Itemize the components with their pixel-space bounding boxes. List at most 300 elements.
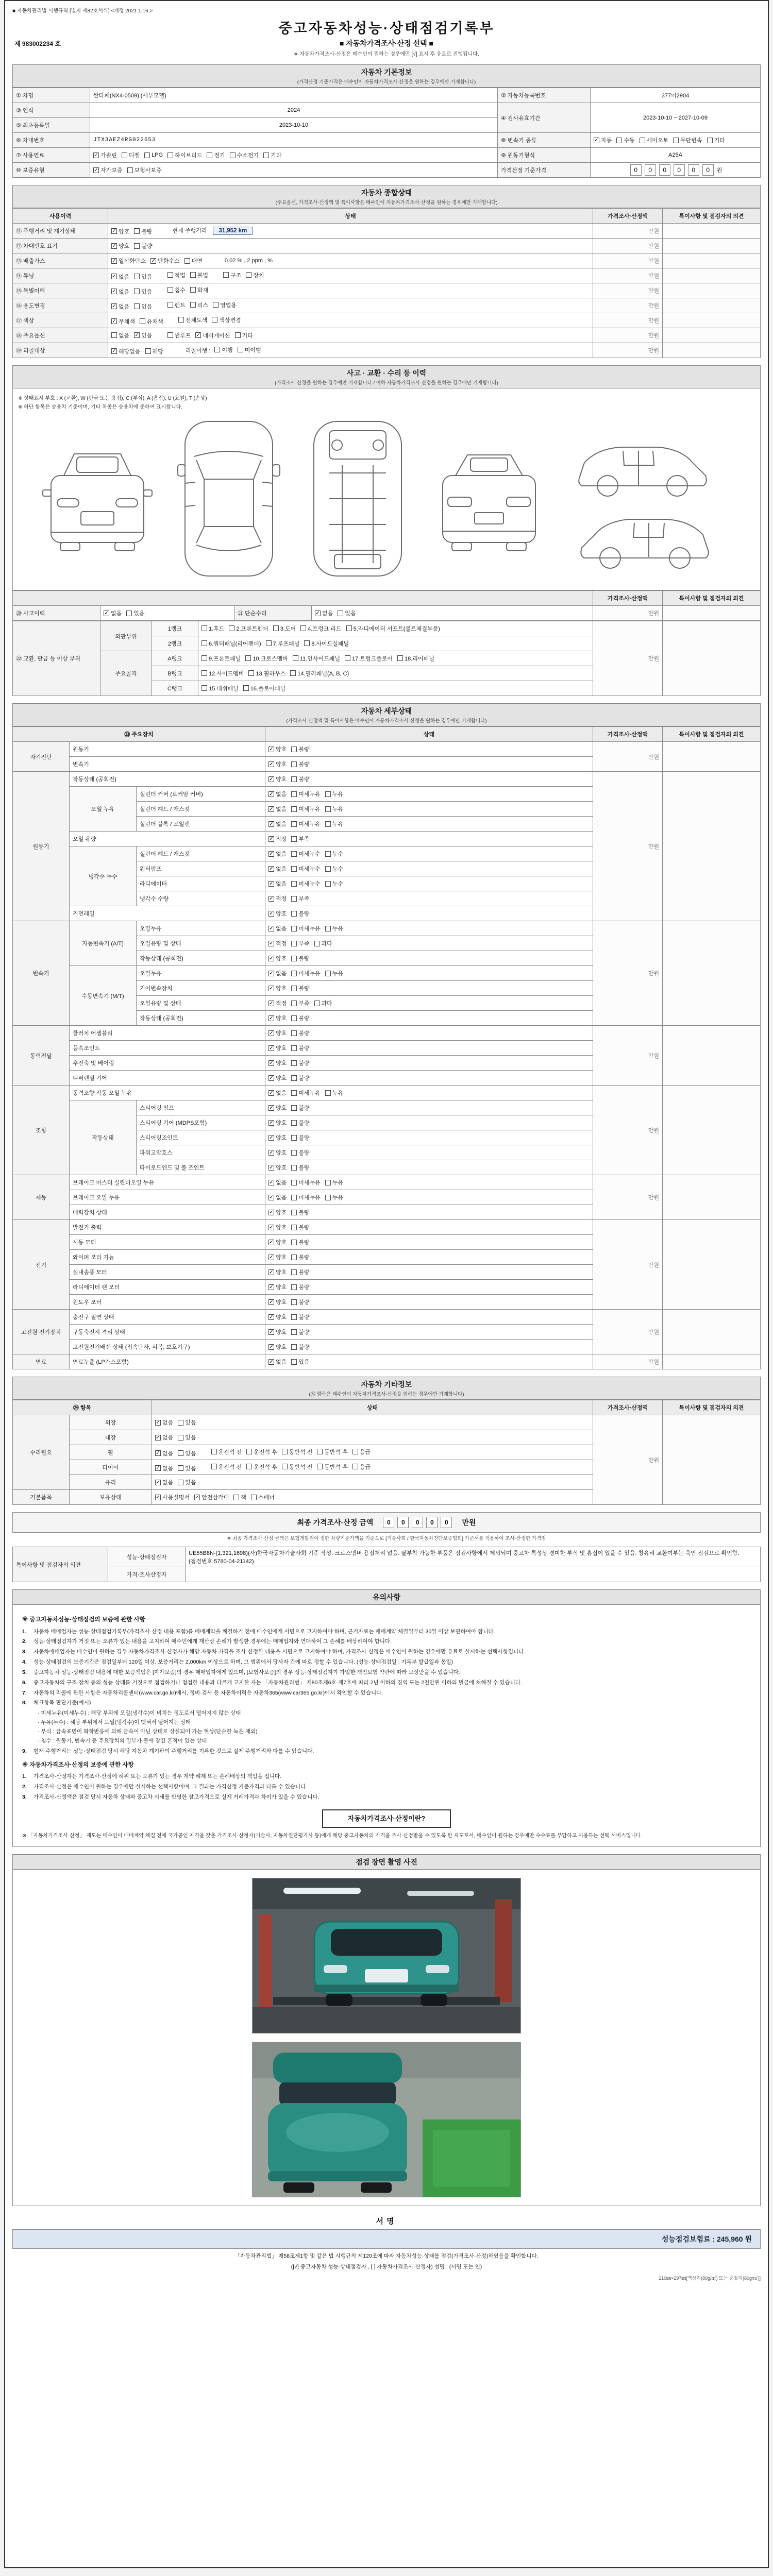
checkbox-동반석 후[interactable] (317, 1463, 348, 1471)
checkbox-있음[interactable] (134, 287, 152, 296)
checkbox-label: 유채색 (146, 318, 163, 325)
checkbox-label: 매연 (191, 258, 203, 264)
checkbox-누유[interactable] (325, 1178, 343, 1187)
etc-info-table (12, 1400, 761, 1505)
checkbox-구조[interactable] (223, 271, 241, 279)
checkbox-불량[interactable] (291, 1059, 309, 1067)
checkbox-label: 무채색 (119, 318, 135, 325)
checkbox-4.트렁크 리드[interactable] (300, 624, 341, 633)
checkbox-불량[interactable] (291, 1343, 309, 1351)
checkbox-없음[interactable] (155, 1464, 173, 1472)
checkbox-누수[interactable] (325, 865, 343, 873)
checkbox-불량[interactable] (291, 1074, 309, 1082)
checkbox-누유[interactable] (325, 969, 343, 977)
checkbox-미세누유[interactable] (291, 1193, 321, 1201)
checkbox-응급[interactable] (352, 1448, 371, 1456)
section-accident-header (12, 365, 761, 388)
checkbox-양호[interactable] (268, 984, 287, 992)
cell (265, 1130, 593, 1145)
checkbox-누수[interactable] (325, 879, 343, 888)
checkbox-없음[interactable] (155, 1449, 173, 1458)
unchecked-box-icon (317, 1449, 323, 1454)
cell (265, 742, 593, 757)
checkbox-불량[interactable] (134, 242, 152, 250)
checkbox-운전석 후[interactable] (246, 1448, 277, 1456)
checkbox-불량[interactable] (291, 909, 309, 918)
checkbox-10.크로스멤버[interactable] (245, 654, 288, 663)
cell-text: 특이사항 및 점검자의 의견 (679, 213, 744, 219)
checkbox-8.사이드실패널[interactable] (304, 639, 349, 648)
unchecked-box-icon (291, 747, 297, 752)
checkbox-양호[interactable] (268, 1328, 287, 1336)
unchecked-box-icon (201, 670, 207, 676)
cell-text: 가격조사·산정액 (607, 596, 648, 602)
checkbox-양호[interactable] (111, 227, 129, 235)
checkbox-없음[interactable] (268, 1358, 287, 1366)
cell (663, 1400, 761, 1415)
checkbox-양호[interactable] (268, 1343, 287, 1351)
unchecked-box-icon (211, 1464, 217, 1469)
checkbox-11.인사이드패널[interactable] (293, 654, 340, 663)
checkbox-부족[interactable] (291, 835, 309, 843)
checkbox-없음[interactable] (268, 805, 287, 813)
checked-box-icon: ✓ (269, 821, 274, 827)
checkbox-없음[interactable] (111, 331, 129, 340)
cell (593, 298, 663, 313)
checkbox-group (155, 1464, 201, 1472)
checkbox-수소전기[interactable] (230, 151, 259, 159)
checkbox-미세누유[interactable] (291, 805, 321, 813)
cell (663, 298, 761, 313)
checkbox-무채색[interactable] (111, 317, 135, 326)
checkbox-label: 10.크로스멤버 (253, 655, 288, 662)
checkbox-색상변경[interactable] (212, 316, 241, 324)
checkbox-불량[interactable] (291, 1268, 309, 1276)
unchecked-box-icon (346, 625, 352, 631)
checkbox-6.쿼터패널(리어펜더)[interactable] (201, 639, 261, 648)
checkbox-불량[interactable] (291, 984, 309, 992)
checkbox-잭[interactable] (233, 1493, 246, 1501)
checkbox-불량[interactable] (134, 227, 152, 235)
cell (265, 936, 593, 951)
cell-text: 만원 (648, 333, 659, 339)
cell (663, 1026, 761, 1086)
checkbox-양호[interactable] (268, 1268, 287, 1276)
unchecked-box-icon (640, 138, 645, 143)
checkbox-운전석 전[interactable] (211, 1463, 242, 1471)
section-photos-title: 점검 장면 촬영 사진 (356, 1857, 417, 1866)
checkbox-양호[interactable] (111, 242, 129, 250)
detail-condition-table (12, 726, 761, 1369)
checkbox-label: 화재 (197, 287, 209, 294)
checked-box-icon: ✓ (269, 1120, 274, 1126)
checkbox-없음[interactable] (155, 1478, 173, 1486)
cell-text: 보유상태 (99, 1495, 122, 1501)
checkbox-양호[interactable] (268, 954, 287, 962)
checkbox-매연[interactable] (184, 257, 203, 265)
checkbox-불량[interactable] (291, 1313, 309, 1321)
checkbox-없음[interactable] (268, 865, 287, 873)
checkbox-label: 양호 (276, 1060, 287, 1066)
checkbox-불량[interactable] (291, 745, 309, 753)
checkbox-있음[interactable] (126, 609, 144, 617)
checkbox-label: 불량 (298, 1329, 310, 1335)
checkbox-있음[interactable] (338, 609, 356, 617)
cell (13, 343, 108, 358)
checkbox-전체도색[interactable] (178, 316, 208, 324)
checkbox-불량[interactable] (291, 1029, 309, 1037)
checkbox-양호[interactable] (268, 1283, 287, 1291)
checkbox-동반석 후[interactable] (317, 1448, 348, 1456)
checkbox-있음[interactable] (178, 1449, 196, 1458)
checkbox-양호[interactable] (268, 1059, 287, 1067)
checkbox-불량[interactable] (291, 1044, 309, 1052)
section-overall-header (12, 185, 761, 208)
checked-box-icon: ✓ (156, 1494, 160, 1500)
unchecked-box-icon (291, 941, 297, 946)
checkbox-13.휠하우스[interactable] (248, 669, 285, 677)
checkbox-양호[interactable] (268, 1118, 287, 1127)
checkbox-group (111, 347, 168, 355)
checkbox-16.플로어패널[interactable] (243, 684, 285, 692)
checkbox-네비게이션[interactable] (195, 331, 230, 340)
checkbox-없음[interactable] (268, 820, 287, 828)
checkbox-없음[interactable] (268, 1089, 287, 1097)
checkbox-화재[interactable] (190, 286, 208, 294)
checkbox-있음[interactable] (178, 1464, 196, 1472)
checkbox-있음[interactable] (178, 1418, 196, 1427)
checked-box-icon: ✓ (594, 137, 599, 143)
cell-text: 내장 (105, 1435, 116, 1441)
checkbox-양호[interactable] (268, 1253, 287, 1261)
cell (265, 1175, 593, 1190)
checkbox-적정[interactable] (268, 835, 287, 843)
checkbox-사용설명서[interactable] (155, 1493, 190, 1501)
cell (137, 861, 265, 876)
checkbox-없음[interactable] (268, 969, 287, 977)
checkbox-label: 불량 (298, 1015, 310, 1022)
checkbox-없음[interactable] (268, 1193, 287, 1201)
checkbox-불법[interactable] (190, 271, 208, 279)
checkbox-양호[interactable] (268, 1014, 287, 1022)
checkbox-불량[interactable] (291, 1298, 309, 1306)
checkbox-디젤[interactable] (122, 151, 140, 159)
checkbox-부족[interactable] (291, 939, 309, 947)
checkbox-해당없음[interactable] (111, 347, 141, 355)
checkbox-label: 있음 (141, 303, 153, 310)
checkbox-없음[interactable] (111, 273, 129, 281)
checkbox-하이브리드[interactable] (167, 151, 202, 159)
checkbox-불량[interactable] (291, 1133, 309, 1142)
checkbox-label: 보험사보증 (134, 167, 162, 174)
checkbox-17.트렁크플로어[interactable] (345, 654, 393, 663)
checkbox-2.프론트펜더[interactable] (229, 624, 268, 633)
cell (70, 846, 137, 906)
checkbox-불량[interactable] (291, 954, 309, 962)
unchecked-box-icon (140, 318, 145, 324)
checkbox-7.루프패널[interactable] (266, 639, 300, 648)
checkbox-있음[interactable] (134, 302, 152, 311)
checkbox-과다[interactable] (314, 999, 332, 1007)
checkbox-불량[interactable] (291, 1148, 309, 1157)
checkbox-있음[interactable] (134, 273, 152, 281)
checkbox-없음[interactable] (268, 924, 287, 933)
cell-text: ⑩ 보증유형 (16, 167, 45, 174)
cell (265, 951, 593, 966)
checkbox-동반석 전[interactable] (282, 1448, 313, 1456)
checkbox-기타[interactable] (263, 151, 281, 159)
checkbox-수동[interactable] (616, 136, 634, 144)
checkbox-불량[interactable] (291, 1118, 309, 1127)
checkbox-이행[interactable] (214, 346, 232, 354)
checkbox-양호[interactable] (268, 1313, 287, 1321)
unchecked-box-icon (167, 302, 173, 308)
checkbox-과다[interactable] (314, 939, 332, 947)
section-basic-note: (가격산정 기준가격은 매수인이 자동차가격조사·산정을 원하는 경우에만 기재합니다) (297, 79, 476, 85)
checkbox-누유[interactable] (325, 1193, 343, 1201)
cell (90, 118, 498, 133)
checkbox-응급[interactable] (352, 1463, 371, 1471)
checkbox-불량[interactable] (291, 1283, 309, 1291)
checkbox-5.라디에이터 서포트(볼트체결부품)[interactable] (346, 624, 440, 633)
checkbox-미세누유[interactable] (291, 1089, 321, 1097)
checkbox-썬루프[interactable] (167, 331, 191, 340)
cell-text: ④ 검사유효기간 (501, 115, 541, 122)
final-amount-digits (381, 1517, 453, 1528)
checkbox-보험사보증[interactable] (127, 166, 162, 174)
price-survey-info-button[interactable]: 자동차가격조사·산정이란? (322, 1809, 451, 1828)
checkbox-양호[interactable] (268, 1133, 287, 1142)
unchecked-box-icon (300, 625, 306, 631)
checkbox-유채색[interactable] (140, 317, 163, 326)
unchecked-box-icon (290, 670, 296, 676)
checkbox-양호[interactable] (268, 1029, 287, 1037)
checkbox-양호[interactable] (268, 1223, 287, 1231)
checked-box-icon: ✓ (269, 880, 274, 887)
checkbox-label: 1.후드 (209, 625, 225, 632)
checkbox-없음[interactable] (104, 609, 122, 617)
checkbox-침수[interactable] (167, 286, 186, 294)
checkbox-label: 불법 (197, 272, 209, 279)
checkbox-기타[interactable] (707, 136, 725, 144)
checkbox-불량[interactable] (291, 1253, 309, 1261)
checkbox-기타[interactable] (235, 331, 253, 340)
unchecked-box-icon (111, 332, 117, 338)
checkbox-렌트[interactable] (167, 301, 186, 309)
accident-history-table (12, 590, 761, 621)
checkbox-운전석 후[interactable] (246, 1463, 277, 1471)
checkbox-3.도어[interactable] (273, 624, 296, 633)
checkbox-전기[interactable] (207, 151, 225, 159)
checkbox-label: 5.라디에이터 서포트(볼트체결부품) (353, 625, 440, 632)
checkbox-불량[interactable] (291, 1223, 309, 1231)
checkbox-운전석 전[interactable] (211, 1448, 242, 1456)
cell-text: B랭크 (167, 671, 182, 677)
checkbox-group (268, 1163, 314, 1172)
inspection-photo-rear (252, 1878, 521, 2033)
checkbox-양호[interactable] (268, 1044, 287, 1052)
checkbox-없음[interactable] (268, 879, 287, 888)
checkbox-누수[interactable] (325, 850, 343, 858)
checkbox-불량[interactable] (291, 1163, 309, 1172)
checkbox-9.프론트패널[interactable] (201, 654, 241, 663)
unchecked-box-icon (291, 881, 297, 887)
checkbox-없음[interactable] (268, 1178, 287, 1187)
section-photos-header (12, 1854, 761, 1870)
checkbox-없음[interactable] (315, 609, 333, 617)
checkbox-12.사이드멤버[interactable] (201, 669, 244, 677)
checkbox-있음[interactable] (134, 331, 152, 340)
checkbox-세미오토[interactable] (640, 136, 669, 144)
checkbox-미세누유[interactable] (291, 924, 321, 933)
checkbox-양호[interactable] (268, 1238, 287, 1246)
checkbox-있음[interactable] (178, 1433, 196, 1442)
checkbox-일산화탄소[interactable] (111, 257, 146, 265)
checkbox-누유[interactable] (325, 820, 343, 828)
cell (663, 1220, 761, 1310)
checkbox-label: 없음 (276, 866, 287, 872)
checkbox-없음[interactable] (155, 1418, 173, 1427)
cell (593, 1400, 663, 1415)
checkbox-불량[interactable] (291, 1014, 309, 1022)
unchecked-box-icon (126, 611, 132, 616)
unchecked-box-icon (178, 1450, 183, 1456)
checkbox-탄화수소[interactable] (150, 257, 180, 265)
checkbox-양호[interactable] (268, 1148, 287, 1157)
checkbox-15.대쉬패널[interactable] (201, 684, 239, 692)
checkbox-무단변속[interactable] (673, 136, 702, 144)
checkbox-미이행[interactable] (238, 346, 261, 354)
checkbox-누유[interactable] (325, 790, 343, 798)
checkbox-양호[interactable] (268, 745, 287, 753)
checkbox-미세누수[interactable] (291, 850, 321, 858)
cell-text: 만원 (648, 1329, 659, 1335)
cell (13, 268, 108, 283)
checkbox-label: 7.루프패널 (273, 640, 300, 647)
checkbox-미세누수[interactable] (291, 879, 321, 888)
checkbox-누유[interactable] (325, 805, 343, 813)
checkbox-미세누수[interactable] (291, 865, 321, 873)
checkbox-불량[interactable] (291, 1104, 309, 1112)
checkbox-없음[interactable] (268, 790, 287, 798)
checkbox-자가보증[interactable] (93, 166, 123, 174)
checkbox-양호[interactable] (268, 775, 287, 783)
checkbox-label: 없음 (276, 1195, 287, 1201)
checkbox-불량[interactable] (291, 760, 309, 768)
checkbox-group (155, 1418, 201, 1427)
checkbox-해당[interactable] (145, 347, 163, 355)
checkbox-미세누유[interactable] (291, 1178, 321, 1187)
checkbox-장치[interactable] (246, 271, 264, 279)
checkbox-미세누유[interactable] (291, 790, 321, 798)
checkbox-14.필러패널(A, B, C)[interactable] (290, 669, 349, 677)
checkbox-불량[interactable] (291, 1328, 309, 1336)
checkbox-18.리어패널[interactable] (397, 654, 434, 663)
table-row (13, 1547, 761, 1567)
checkbox-가솔린[interactable] (93, 151, 117, 159)
cell-text: 스티어링 기어 (MDPS포함) (140, 1120, 207, 1126)
checkbox-양호[interactable] (268, 1208, 287, 1216)
checkbox-미세누유[interactable] (291, 969, 321, 977)
checkbox-불량[interactable] (291, 1238, 309, 1246)
cell (70, 1190, 265, 1205)
cell-pre-text: 현재 주행거리 (172, 228, 207, 234)
checkbox-양호[interactable] (268, 1298, 287, 1306)
checkbox-스패너[interactable] (251, 1493, 275, 1501)
checkbox-리스[interactable] (190, 301, 208, 309)
checkbox-적정[interactable] (268, 894, 287, 903)
checkbox-label: 디젤 (128, 152, 140, 159)
checked-box-icon: ✓ (269, 1090, 274, 1096)
checkbox-적정[interactable] (268, 939, 287, 947)
checkbox-label: 양호 (276, 1329, 287, 1335)
checkbox-양호[interactable] (268, 1163, 287, 1172)
checkbox-group (111, 242, 157, 250)
checkbox-label: 양호 (119, 243, 130, 249)
checkbox-양호[interactable] (268, 1074, 287, 1082)
cell (13, 727, 265, 742)
checked-box-icon: ✓ (112, 258, 116, 264)
unchecked-box-icon (291, 1255, 297, 1260)
checkbox-부족[interactable] (291, 999, 309, 1007)
unchecked-box-icon (291, 791, 297, 797)
checkbox-없음[interactable] (155, 1433, 173, 1442)
checkbox-group (268, 1238, 314, 1246)
cell-text: 만원 (648, 228, 659, 234)
checkbox-적정[interactable] (268, 999, 287, 1007)
checkbox-적법[interactable] (167, 271, 186, 279)
cell (265, 1145, 593, 1160)
checkbox-영업용[interactable] (213, 301, 237, 309)
cell-text: 자동변속기 (A/T) (82, 941, 124, 947)
checkbox-불량[interactable] (291, 1208, 309, 1216)
cell (90, 103, 498, 118)
checked-box-icon: ✓ (269, 776, 274, 782)
checkbox-있음[interactable] (178, 1478, 196, 1486)
checkbox-없음[interactable] (268, 850, 287, 858)
checkbox-불량[interactable] (291, 775, 309, 783)
checkbox-group (111, 302, 157, 311)
unchecked-box-icon (178, 317, 184, 323)
cell (13, 606, 100, 621)
checkbox-동반석 전[interactable] (282, 1463, 313, 1471)
cell (70, 1325, 265, 1340)
checkbox-없음[interactable] (111, 287, 129, 296)
unchecked-box-icon (167, 272, 173, 278)
checkbox-부족[interactable] (291, 894, 309, 903)
checkbox-label: 없음 (276, 971, 287, 977)
cell (137, 1011, 265, 1026)
checkbox-양호[interactable] (268, 760, 287, 768)
checkbox-누유[interactable] (325, 924, 343, 933)
checkbox-안전삼각대[interactable] (194, 1493, 229, 1501)
checkbox-양호[interactable] (268, 909, 287, 918)
checkbox-1.후드[interactable] (201, 624, 224, 633)
checkbox-있음[interactable] (291, 1358, 309, 1366)
checkbox-양호[interactable] (268, 1104, 287, 1112)
cell (198, 681, 593, 696)
checkbox-자동[interactable] (594, 136, 612, 144)
cell (90, 163, 498, 178)
checkbox-미세누유[interactable] (291, 820, 321, 828)
checked-box-icon: ✓ (269, 1314, 274, 1320)
unchecked-box-icon (122, 152, 127, 158)
checkbox-group (268, 1089, 348, 1097)
checkbox-LPG[interactable] (144, 152, 163, 158)
cell-text: 등속조인트 (73, 1045, 100, 1052)
checkbox-없음[interactable] (111, 302, 129, 311)
checkbox-누유[interactable] (325, 1089, 343, 1097)
